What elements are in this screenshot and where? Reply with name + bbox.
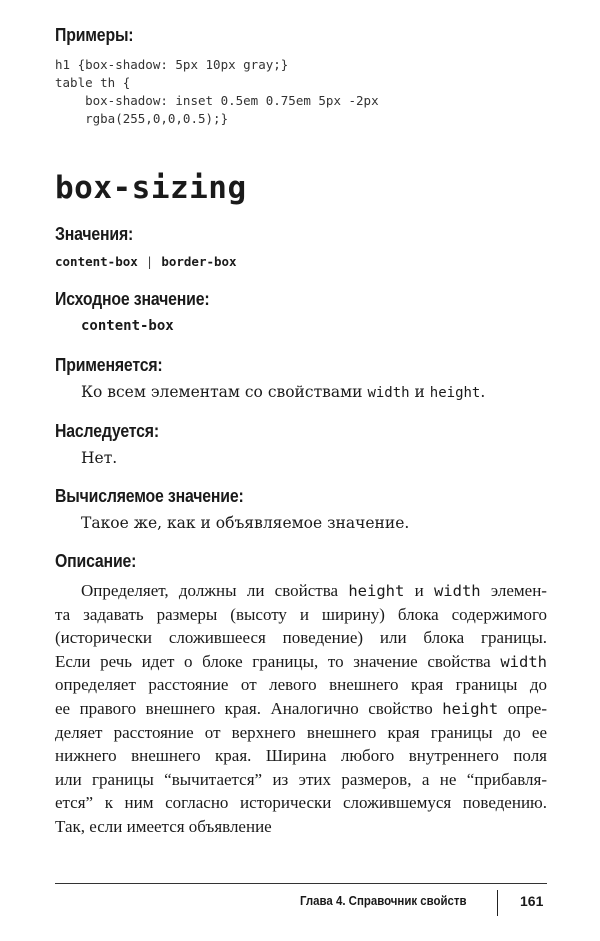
code-line: rgba(255,0,0,0.5);}: [55, 111, 229, 126]
footer-rule: [55, 883, 547, 884]
initial-value: content-box: [81, 318, 174, 334]
page-number: 161: [520, 893, 544, 909]
description-line: Если речь идет о блоке границы, то значение свойства width: [55, 651, 547, 671]
description-line: деляет расстояние от верхнего внешнего края границы до ее: [55, 722, 547, 742]
computed-value: Такое же, как и объявляемое значение.: [81, 514, 410, 532]
value-content-box: content-box: [55, 254, 138, 269]
description-paragraph: [55, 579, 547, 839]
code-line: box-shadow: inset 0.5em 0.75em 5px -2px: [55, 93, 379, 108]
values-list: [55, 254, 237, 269]
description-line: или границы “вычитается” из этих размеров, а не “прибавля-: [55, 769, 547, 789]
inline-code: width: [433, 582, 481, 600]
applies-text: Ко всем элементам со свойствами width и height.: [81, 383, 486, 401]
description-line: та задавать размеры (высоту и ширину) блока содержимого: [55, 604, 547, 624]
description-line: ется” к ним согласно исторически сложившемуся поведению.: [55, 793, 547, 813]
applies-heading: Применяется:: [55, 355, 163, 375]
examples-heading: Примеры:: [55, 25, 134, 45]
description-line: Определяет, должны ли свойства height и width элемен-: [81, 581, 547, 600]
description-line: ее правого внешнего края. Аналогично свойство height опре-: [55, 698, 548, 718]
description-line: определяет расстояние от левого внешнего края границы до: [55, 675, 547, 695]
description-line: (исторически сложившееся поведение) или блока границы.: [55, 628, 547, 648]
inherited-value: Нет.: [81, 449, 118, 467]
inherited-heading: Наследуется:: [55, 421, 159, 441]
description-line: Так, если имеется объявление: [55, 816, 272, 836]
values-heading: Значения:: [55, 224, 134, 244]
footer-divider: [497, 890, 498, 916]
code-line: table th {: [55, 75, 131, 90]
examples-code-block: [55, 56, 379, 128]
code-line: h1 {box-shadow: 5px 10px gray;}: [55, 57, 289, 72]
computed-heading: Вычисляемое значение:: [55, 486, 244, 506]
property-title: box-sizing: [55, 170, 247, 206]
values-separator: |: [145, 254, 154, 269]
description-heading: Описание:: [55, 551, 137, 571]
inline-code: height: [442, 699, 499, 718]
inline-code: width: [500, 652, 547, 671]
inline-code: height: [348, 582, 405, 600]
footer-chapter-title: Глава 4. Справочник свойств: [300, 893, 467, 908]
description-line: нижнего внешнего края. Ширина любого внутреннего поля: [55, 746, 547, 766]
initial-heading: Исходное значение:: [55, 289, 210, 309]
value-border-box: border-box: [161, 254, 237, 269]
